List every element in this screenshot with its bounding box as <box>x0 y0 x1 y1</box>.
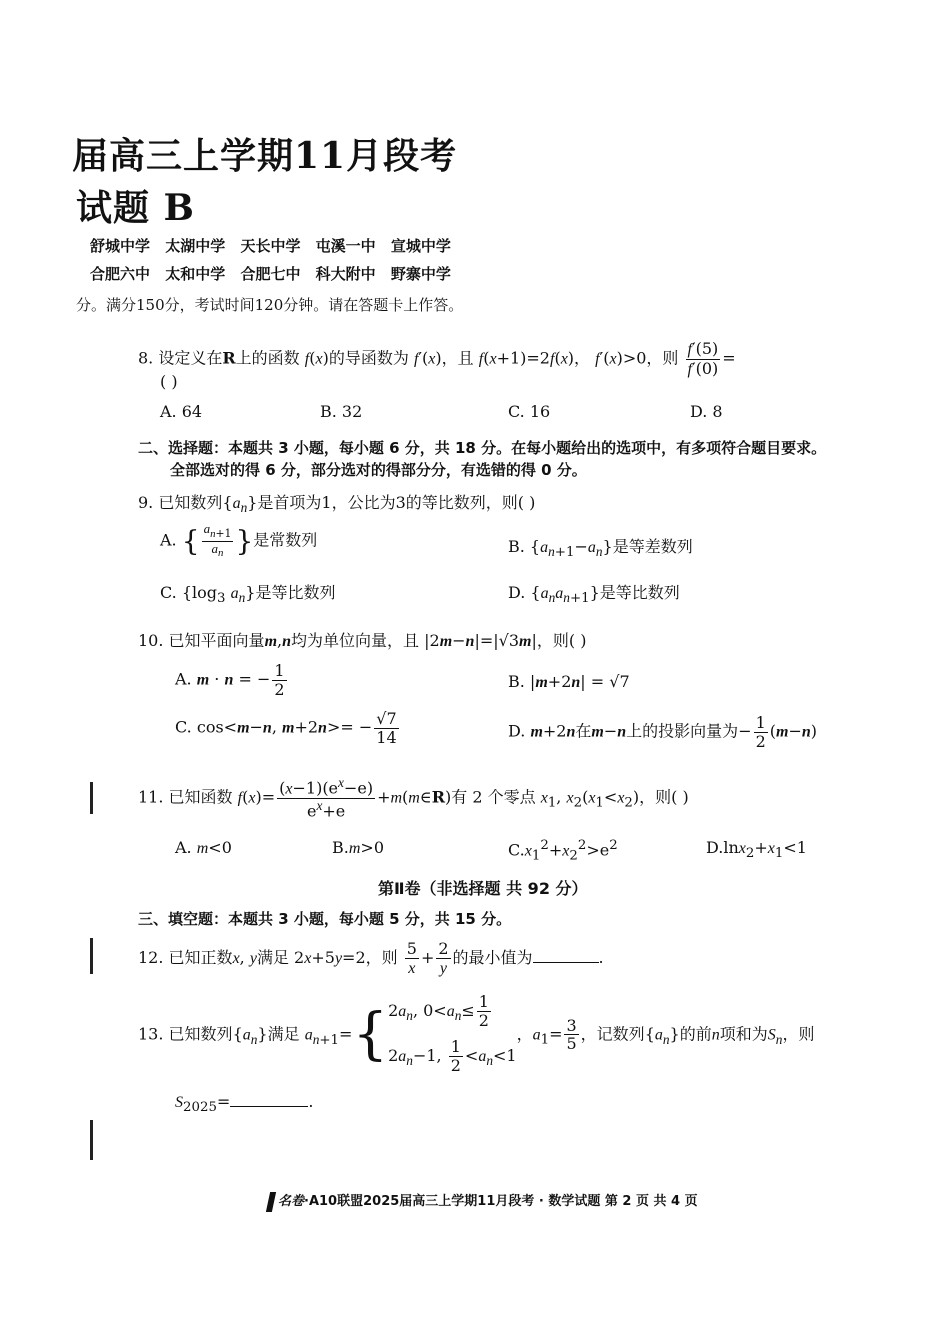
q8-text: 的导函数为 <box>328 348 409 368</box>
q13-answer-line: $S_{2025}=$ . <box>175 1092 314 1116</box>
q13-text: . <box>308 1092 314 1111</box>
question-number: 11. <box>138 787 164 807</box>
option-text: 是等比数列 <box>255 583 336 602</box>
q9-option-b: B. $\{a_{n+1}-a_n\}$是等差数列 <box>508 537 693 561</box>
q12-text: . <box>598 948 604 968</box>
option-label: D. <box>508 583 526 602</box>
q13-text: ，记数列 <box>580 1024 645 1044</box>
option-label: D. <box>706 838 724 857</box>
option-label: B. <box>508 672 525 691</box>
section-2-heading-cont: 全部选对的得 6 分，部分选对的得部分分，有选错的得 0 分。 <box>170 461 587 479</box>
section-2-heading: 二、选择题：本题共 3 小题，每小题 6 分，共 18 分。在每小题给出的选项中，有多项符合题目要求。 <box>138 439 827 457</box>
q13-text: 已知数列 <box>168 1024 233 1044</box>
binding-mark <box>90 782 93 814</box>
answer-paren: ( ) <box>160 372 178 391</box>
school-list-row1: 舒城中学 太湖中学 天长中学 屯溪一中 宣城中学 <box>90 237 451 255</box>
school-list-row2: 合肥六中 太和中学 合肥七中 科大附中 野寨中学 <box>90 265 451 283</box>
question-9: 9. 已知数列$\{a_n\}$是首项为1，公比为3的等比数列，则( ) <box>138 493 536 516</box>
binding-mark <box>90 938 93 974</box>
question-number: 13. <box>138 1024 164 1044</box>
q8-option-a: A. 64 <box>160 402 203 421</box>
q8-option-c: C. 16 <box>508 402 551 421</box>
q9-option-a: A. { $\frac{a_{n+1}}{a_n}$ }是常数列 <box>160 521 318 560</box>
q11-option-c: $C.x_1^2+x_2^2>e^2$ <box>508 838 618 864</box>
footer-text: ·A10联盟2025届高三上学期11月段考 · 数学试题 第 2 页 共 4 页 <box>304 1194 698 1209</box>
answer-blank[interactable] <box>230 1105 308 1107</box>
q10-option-c: C. cos<m−n, m+2n>= − $\frac{√7}{14}$ <box>175 709 397 747</box>
brand-logo-icon <box>266 1192 276 1212</box>
question-number: 9. <box>138 493 154 512</box>
q11-option-b: B.m>0 <box>332 838 384 857</box>
q10-option-a: A. m · n = − $\frac{1}{2}$ <box>175 661 285 699</box>
fraction: $\frac{f'(5)}{f'(0)}$ <box>687 339 719 378</box>
q13-text: ，则 <box>782 1024 815 1044</box>
q12-text: ，则 <box>365 948 398 968</box>
q13-text: 的前 <box>679 1024 712 1044</box>
question-10: 10. 已知平面向量m,n均为单位向量，且 |2m−n|=|√3m|，则( ) <box>138 631 587 650</box>
q10-option-d: D. m+2n在m−n上的投影向量为− $\frac{1}{2}$ (m−n) <box>508 713 818 751</box>
question-13: 13. 已知数列$\{a_n\}$满足 $a_{n+1}=${ $2a_n$, $0<a_n\le$ $\frac{1}{2}$ $2a_n-1$, $\frac{1}{2}$ $<a_n<1$ ，$a_1=$ $\frac{3}{5}$ ，记数列$\{a_n\}$的前n项和为$S_n$，则 <box>138 992 815 1075</box>
option-label: C. <box>160 583 177 602</box>
binding-mark <box>90 1120 93 1160</box>
option-text: 在 <box>575 721 592 741</box>
option-label: C. <box>175 717 192 737</box>
q8-text: ，且 <box>441 348 474 368</box>
q8-option-b: B. 32 <box>320 402 363 421</box>
section-3-heading: 三、填空题：本题共 3 小题，每小题 5 分，共 15 分。 <box>138 910 512 928</box>
q8-option-d: D. 8 <box>690 402 723 421</box>
exam-title: 届高三上学期11月段考 <box>72 135 458 177</box>
question-number: 10. <box>138 631 164 650</box>
q10-text: 均为单位向量，且 <box>291 631 420 650</box>
part-2-title: 第Ⅱ卷（非选择题 共 92 分） <box>378 879 588 898</box>
q8-text: ，则 <box>646 348 679 368</box>
q9-text: 是首项为1，公比为3的等比数列，则( ) <box>257 493 536 512</box>
q11-option-d: $D.\ln x_2+x_1<1$ <box>706 838 807 862</box>
q10-text: ，则( ) <box>536 631 587 650</box>
q12-text: 满足 <box>256 948 289 968</box>
q10-text: 已知平面向量 <box>168 631 265 650</box>
option-text: 是等差数列 <box>612 537 693 556</box>
exam-instructions: 分。满分150分，考试时间120分钟。请在答题卡上作答。 <box>76 296 464 314</box>
q13-text: 项和为 <box>719 1024 768 1044</box>
answer-blank[interactable] <box>533 961 599 963</box>
q11-text: 有 2 个零点 <box>451 787 536 807</box>
option-label: A. <box>175 669 192 689</box>
option-text: 是等比数列 <box>599 583 680 602</box>
option-label: A. <box>175 838 192 857</box>
q8-text: 设定义在 <box>158 348 223 368</box>
option-label: C. <box>508 840 525 860</box>
q8-text: ， <box>574 348 591 368</box>
q9-option-c: C. {$\log_3$ $a_n$}是等比数列 <box>160 583 336 607</box>
q13-text: 满足 <box>267 1024 300 1044</box>
exam-subtitle: 试题 B <box>76 187 195 229</box>
q9-option-d: D. $\{a_na_{n+1}\}$是等比数列 <box>508 583 680 607</box>
question-11: 11. 已知函数 f(x)= $\frac{(x-1)(e^x-e)}{e^x+e}$ +m(m∈R)有 2 个零点 $x_1$, $x_2(x_1<x_2)$，则( ) <box>138 775 689 821</box>
option-text: 上的投影向量为 <box>626 721 739 741</box>
option-label: B. <box>508 537 525 556</box>
page-footer <box>268 1190 698 1212</box>
footer-brand: 名卷 <box>278 1194 305 1209</box>
question-number: 8. <box>138 348 154 368</box>
question-12: 12. 已知正数x, y满足 2x+5y=2，则 $\frac{5}{x}$ + $\frac{2}{y}$ 的最小值为 . <box>138 939 604 977</box>
option-label: B. <box>332 838 349 857</box>
option-label: D. <box>508 721 526 741</box>
q11-option-a: A. m<0 <box>175 838 232 857</box>
option-label: A. <box>160 530 177 550</box>
q8-text: 上的函数 <box>235 348 300 368</box>
option-text: 是常数列 <box>253 530 318 550</box>
question-number: 12. <box>138 948 164 968</box>
q10-option-b: B. |m+2n| = √7 <box>508 672 630 691</box>
question-8: 8. 设定义在R上的函数 f(x)的导函数为 f′(x)，且 f(x+1)=2f(x)， f′(x)>0，则 $\frac{f'(5)}{f'(0)}$ = <box>138 339 736 378</box>
q12-text: 已知正数 <box>168 948 233 968</box>
q9-text: 已知数列 <box>158 493 223 512</box>
q12-text: 的最小值为 <box>452 948 533 968</box>
q11-text: 已知函数 <box>168 787 233 807</box>
q11-text: ，则( ) <box>639 787 689 807</box>
